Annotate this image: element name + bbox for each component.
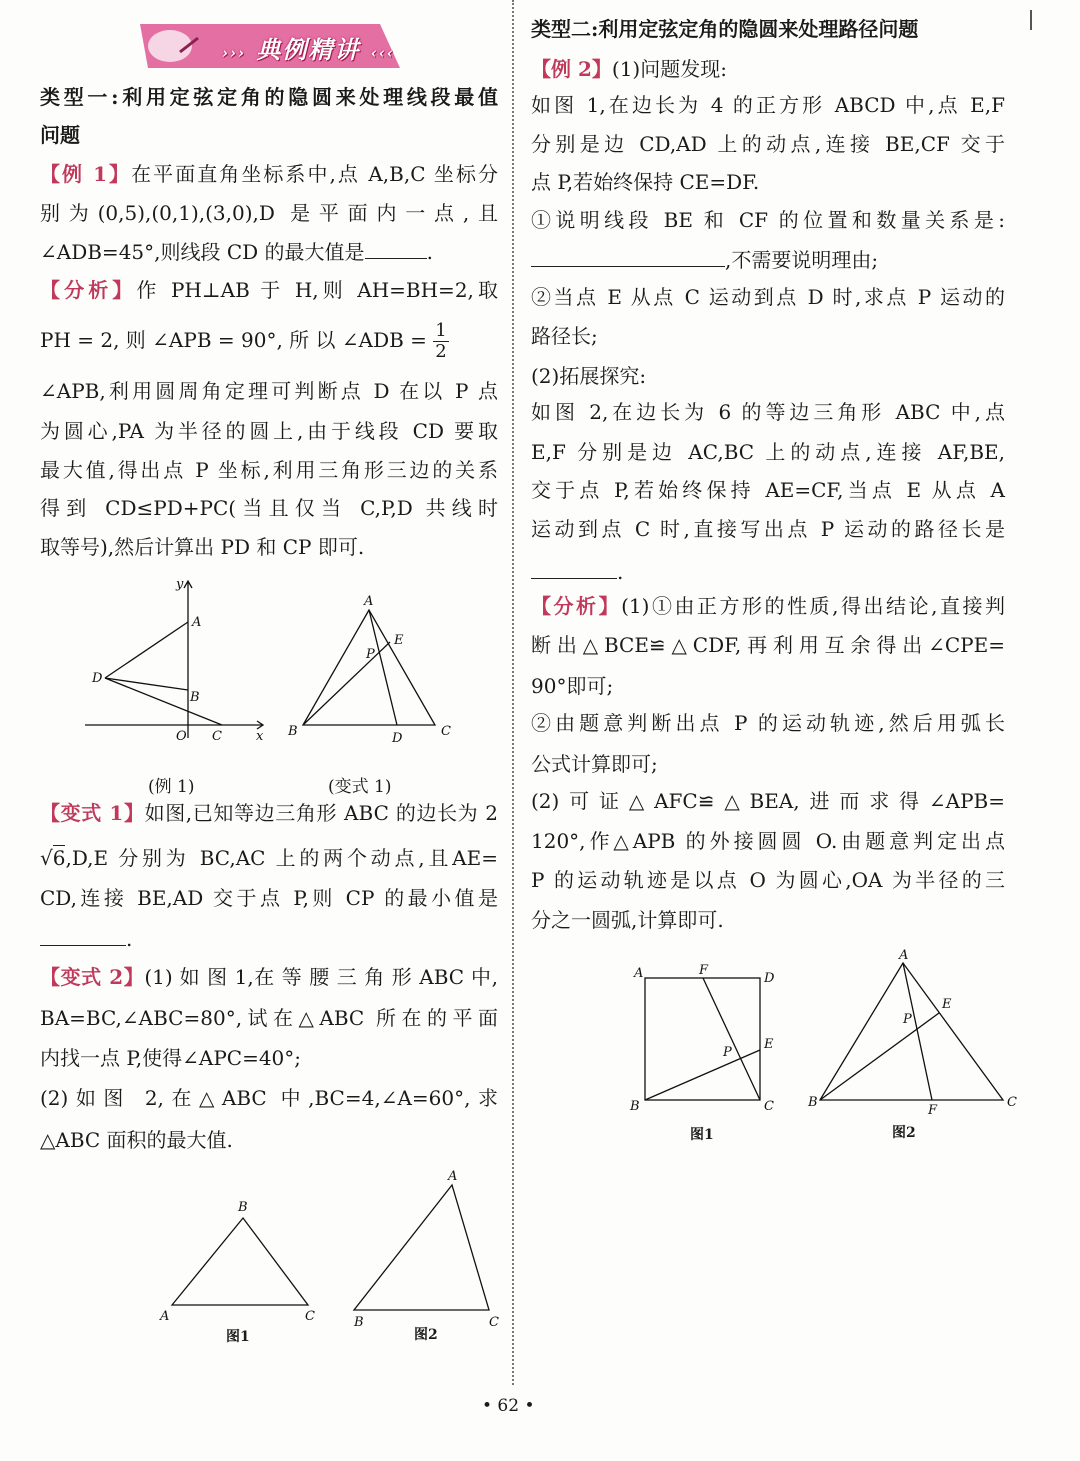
analysis-line: 得到 CD≤PD+PC(当且仅当 C,P,D 共线时 [40, 496, 498, 520]
analysis-line: ∠APB,利用圆周角定理可判断点 D 在以 P 点 [40, 379, 498, 403]
label-P: P [903, 1012, 912, 1027]
label-F: F [699, 963, 709, 978]
variant2-line: (2)如图 2,在△ABC 中,BC=4,∠A=60°,求 [40, 1086, 498, 1110]
variant2-line: △ABC 面积的最大值. [40, 1128, 233, 1152]
label-P: P [366, 647, 375, 662]
analysis-line: (2)可证△AFC≌△BEA,进而求得∠APB= [531, 789, 1005, 813]
example2-line: 运动到点 C 时,直接写出点 P 运动的路径长是 [531, 517, 1005, 541]
example2-line: E,F 分别是边 AC,BC 上的动点,连接 AF,BE, [531, 440, 1005, 464]
analysis-line: ②由题意判断出点 P 的运动轨迹,然后用弧长 [531, 711, 1005, 735]
label-A: A [448, 1169, 458, 1184]
label-E: E [942, 997, 952, 1012]
text: . [617, 560, 624, 584]
label-A: A [160, 1309, 170, 1324]
variant2-line: 内找一点 P,使得∠APC=40°; [40, 1046, 302, 1070]
label-D: D [392, 731, 403, 746]
analysis-line: 最大值,得出点 P 坐标,利用三角形三边的关系 [40, 458, 498, 482]
label-B: B [354, 1315, 364, 1330]
answer-blank[interactable] [531, 246, 725, 267]
label-C: C [212, 729, 222, 744]
text: 作 PH⊥AB 于 H,则 AH=BH=2,取 [136, 278, 499, 302]
label-P: P [723, 1045, 732, 1060]
example2-line: 点 P,若始终保持 CE=DF. [531, 170, 760, 194]
analysis-line: 为圆心,PA 为半径的圆上,由于线段 CD 要取 [40, 419, 498, 443]
margin-mark [1030, 10, 1032, 30]
text: 如图,已知等边三角形 ABC 的边长为 2 [144, 801, 498, 825]
banner-title-text: 典例精讲 [256, 35, 361, 64]
text: ,不需要说明理由; [725, 248, 879, 272]
answer-blank[interactable] [531, 558, 617, 579]
type2-title: 类型二:利用定弦定角的隐圆来处理路径问题 [531, 17, 919, 41]
answer-blank[interactable] [365, 238, 427, 259]
numerator: 1 [435, 320, 447, 341]
column-divider [512, 0, 514, 1385]
banner-deco-left: ››› [222, 44, 246, 62]
label-C: C [441, 724, 451, 739]
label-A: A [192, 615, 202, 630]
example1-line [40, 238, 498, 265]
label-E: E [394, 633, 404, 648]
label-F: F [928, 1103, 938, 1118]
label-C: C [764, 1099, 774, 1114]
variant1-tag: 【变式 1】 [40, 801, 145, 825]
type1-title: 问题 [40, 123, 80, 147]
figure-example2 [600, 940, 1040, 1130]
variant1-line [40, 800, 498, 826]
label-C: C [1007, 1095, 1017, 1110]
example2-line [531, 246, 1005, 273]
figure-example1 [0, 570, 500, 770]
label-B: B [808, 1095, 818, 1110]
type1-title: 类型一:利用定弦定角的隐圆来处理线段最值 [40, 85, 498, 109]
label-A: A [899, 948, 909, 963]
variant2-line [40, 964, 498, 990]
analysis-line: 90°即可; [531, 674, 614, 698]
label-B: B [630, 1099, 640, 1114]
text: . [126, 927, 133, 951]
example1-line: 别为(0,5),(0,1),(3,0),D 是平面内一点,且 [40, 201, 498, 225]
variant2-line: BA=BC,∠ABC=80°,试在△ABC 所在的平面 [40, 1006, 498, 1030]
label-y: y [176, 577, 184, 592]
sqrt: √6 [40, 846, 66, 870]
variant1-line: CD,连接 BE,AD 交于点 P,则 CP 的最小值是 [40, 886, 498, 910]
example2-line: 如图 1,在边长为 4 的正方形 ABCD 中,点 E,F [531, 93, 1005, 117]
variant1-line [40, 845, 498, 871]
analysis-line: 取等号),然后计算出 PD 和 CP 即可. [40, 535, 365, 559]
banner-title [222, 30, 395, 65]
analysis-line: P 的运动轨迹是以点 O 为圆心,OA 为半径的三 [531, 868, 1005, 892]
label-O: O [176, 729, 187, 744]
example2-line: 路径长; [531, 324, 598, 348]
label-A: A [634, 966, 644, 981]
caption-fig2: 图2 [414, 1327, 438, 1343]
example1-tag: 【例 1】 [40, 162, 132, 186]
denominator: 2 [435, 341, 447, 362]
analysis-tag: 【分析】 [40, 278, 137, 302]
label-E: E [764, 1037, 774, 1052]
analysis-tag: 【分析】 [531, 594, 622, 618]
caption-fig1: 图1 [690, 1127, 714, 1143]
example2-line: 分别是边 CD,AD 上的动点,连接 BE,CF 交于 [531, 132, 1005, 156]
example2-line: 交于点 P,若始终保持 AE=CF,当点 E 从点 A [531, 478, 1005, 502]
example1-line [40, 161, 498, 187]
text: (1)①由正方形的性质,得出结论,直接判 [621, 594, 1006, 618]
text: ,D,E 分别为 BC,AC 上的两个动点,且AE= [65, 846, 498, 870]
label-A: A [364, 594, 374, 609]
text: ∠ADB=45°,则线段 CD 的最大值是 [40, 240, 365, 264]
label-C: C [305, 1309, 315, 1324]
caption-variant1: (变式 1) [328, 777, 392, 797]
example2-line: (2)拓展探究: [531, 364, 647, 388]
analysis-line: 公式计算即可; [531, 752, 658, 776]
example2-line: ①说明线段 BE 和 CF 的位置和数量关系是: [531, 208, 1005, 232]
caption-example1: (例 1) [148, 777, 195, 797]
label-D: D [92, 671, 103, 686]
text: (1) 如 图 1,在 等 腰 三 角 形 ABC 中, [144, 965, 498, 989]
example2-tag: 【例 2】 [531, 57, 612, 81]
text: 在平面直角坐标系中,点 A,B,C 坐标分 [131, 162, 498, 186]
analysis-line [531, 593, 1005, 619]
label-x: x [256, 729, 264, 744]
example2-line: ②当点 E 从点 C 运动到点 D 时,求点 P 运动的 [531, 285, 1005, 309]
analysis-line [40, 277, 498, 303]
analysis-line: 120°,作△APB 的外接圆圆 O.由题意判定出点 [531, 829, 1005, 853]
figure-variant2 [0, 1160, 510, 1350]
fraction [433, 321, 448, 362]
analysis-line [40, 318, 498, 362]
label-B: B [288, 724, 298, 739]
page-number: • 62 • [482, 1396, 535, 1416]
example2-line [531, 56, 1005, 82]
sqrt-value: 6 [52, 846, 66, 870]
label-D: D [764, 971, 775, 986]
label-B: B [190, 690, 200, 705]
analysis-line: 断出△BCE≌△CDF,再利用互余得出∠CPE= [531, 633, 1005, 657]
banner-deco-right: ‹‹‹ [370, 44, 395, 62]
text: PH = 2, 则 ∠APB = 90°, 所 以 ∠ADB = [40, 328, 427, 352]
analysis-line: 分之一圆弧,计算即可. [531, 908, 724, 932]
example2-line [531, 558, 1005, 585]
label-B: B [238, 1200, 248, 1215]
answer-blank[interactable] [40, 925, 126, 946]
label-C: C [489, 1315, 499, 1330]
text: (1)问题发现: [611, 57, 727, 81]
caption-fig2: 图2 [892, 1125, 916, 1141]
text: . [426, 240, 433, 264]
variant2-tag: 【变式 2】 [40, 965, 145, 989]
variant1-line [40, 925, 498, 952]
caption-fig1: 图1 [226, 1329, 250, 1345]
example2-line: 如图 2,在边长为 6 的等边三角形 ABC 中,点 [531, 400, 1005, 424]
